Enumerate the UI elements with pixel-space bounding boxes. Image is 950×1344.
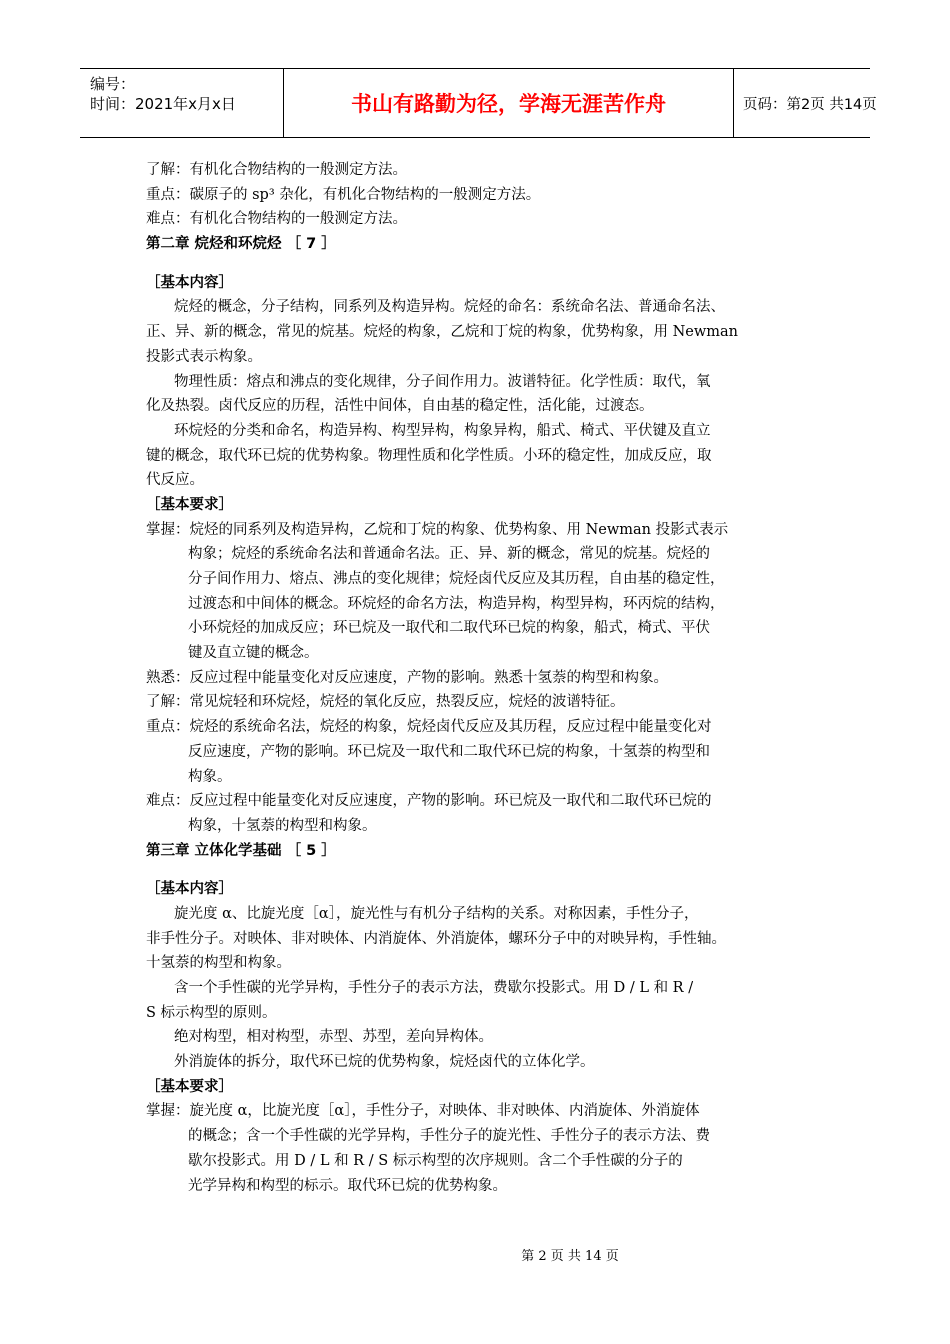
text-line: 构象，十氢萘的构型和构象。 [188, 817, 377, 834]
section-heading: ［基本要求］ [146, 496, 233, 513]
text-line: 代反应。 [146, 472, 204, 489]
text-line: 旋光度 α、比旋光度［α］，旋光性与有机分子结构的关系。对称因素，手性分子， [174, 905, 699, 922]
text-line: 正、异、新的概念，常见的烷基。烷烃的构象，乙烷和丁烷的构象，优势构象，用 Newman [146, 324, 739, 341]
text-line: 掌握：烷烃的同系列及构造异构，乙烷和丁烷的构象、优势构象、用 Newman 投影式表示 [146, 521, 729, 538]
header-meta [80, 69, 283, 137]
text-line: 非手性分子。对映体、非对映体、内消旋体、外消旋体，螺环分子中的对映异构，手性轴。 [146, 930, 726, 947]
header-page-label: 页码：第2页 共14页 [743, 96, 877, 113]
text-line: 歇尔投影式。用 D / L 和 R / S 标示构型的次序规则。含二个手性碳的分子的 [188, 1152, 683, 1169]
text-line: 了解：有机化合物结构的一般测定方法。 [146, 162, 407, 178]
text-line: 分子间作用力、熔点、沸点的变化规律；烷烃卤代反应及其历程，自由基的稳定性， [188, 571, 725, 587]
text-line: 十氢萘的构型和构象。 [146, 955, 291, 972]
text-line: 重点：碳原子的 sp³ 杂化，有机化合物结构的一般测定方法。 [146, 186, 541, 203]
text-line: 难点：有机化合物结构的一般测定方法。 [146, 211, 407, 228]
paragraph-gap [146, 863, 810, 877]
text-line: 掌握：旋光度 α，比旋光度［α］，手性分子，对映体、非对映体、内消旋体、外消旋体 [146, 1103, 700, 1120]
document-body [146, 158, 810, 1198]
page-header [80, 68, 877, 138]
section-heading: 第二章 烷烃和环烷烃 ［ 7 ］ [146, 236, 336, 253]
text-line: 投影式表示构象。 [146, 348, 262, 365]
paragraph-gap [146, 257, 810, 271]
text-line: 键的概念，取代环已烷的优势构象。物理性质和化学性质。小环的稳定性，加成反应，取 [146, 447, 712, 464]
text-line: 键及直立键的概念。 [188, 645, 319, 662]
text-line: 含一个手性碳的光学异构，手性分子的表示方法，费歇尔投影式。用 D / L 和 R / [174, 980, 694, 996]
text-line: 过渡态和中间体的概念。环烷烃的命名方法，构造异构，构型异构，环丙烷的结构， [188, 595, 725, 612]
section-heading: 第三章 立体化学基础 ［ 5 ］ [146, 842, 336, 859]
text-line: 环烷烃的分类和命名，构造异构、构型异构，构象异构，船式、椅式、平伏键及直立 [174, 422, 711, 439]
section-heading: ［基本要求］ [146, 1078, 233, 1095]
text-line: 小环烷烃的加成反应；环已烷及一取代和二取代环已烷的构象，船式，椅式、平伏 [188, 620, 710, 637]
text-line: 了解：常见烷轻和环烷烃，烷烃的氧化反应，热裂反应，烷烃的波谱特征。 [146, 694, 625, 711]
text-line: 的概念；含一个手性碳的光学异构，手性分子的旋光性、手性分子的表示方法、费 [188, 1128, 710, 1145]
text-line: 重点：烷烃的系统命名法，烷烃的构象，烷烃卤代反应及其历程，反应过程中能量变化对 [146, 719, 712, 736]
text-line: 烷烃的概念，分子结构，同系列及构造异构。烷烃的命名：系统命名法、普通命名法、 [174, 299, 725, 316]
text-line: 难点：反应过程中能量变化对反应速度，产物的影响。环已烷及一取代和二取代环已烷的 [146, 793, 712, 810]
page-footer [0, 1245, 950, 1264]
text-line: 光学异构和构型的标示。取代环已烷的优势构象。 [188, 1177, 507, 1194]
footer-page-number: 第 2 页 共 14 页 [521, 1249, 619, 1264]
section-heading: ［基本内容］ [146, 274, 233, 291]
text-line: 化及热裂。卤代反应的历程，活性中间体，自由基的稳定性，活化能，过渡态。 [146, 398, 654, 415]
doc-number-label: 编号： [90, 75, 136, 93]
text-line: 构象；烷烃的系统命名法和普通命名法。正、异、新的概念，常见的烷基。烷烃的 [188, 546, 710, 563]
text-line: S 标示构型的原则。 [146, 1004, 277, 1021]
text-line: 外消旋体的拆分，取代环已烷的优势构象，烷烃卤代的立体化学。 [174, 1054, 595, 1071]
doc-date-label: 时间：2021年x月x日 [90, 95, 236, 113]
text-line: 绝对构型，相对构型，赤型、苏型，差向异构体。 [174, 1029, 493, 1046]
text-line: 物理性质：熔点和沸点的变化规律，分子间作用力。波谱特征。化学性质：取代，氧 [174, 373, 711, 390]
section-heading: ［基本内容］ [146, 881, 233, 898]
header-motto: 书山有路勤为径，学海无涯苦作舟 [283, 69, 734, 137]
text-line: 反应速度，产物的影响。环已烷及一取代和二取代环已烷的构象，十氢萘的构型和 [188, 743, 710, 760]
text-line: 熟悉：反应过程中能量变化对反应速度，产物的影响。熟悉十氢萘的构型和构象。 [146, 669, 668, 686]
text-line: 构象。 [188, 768, 232, 785]
